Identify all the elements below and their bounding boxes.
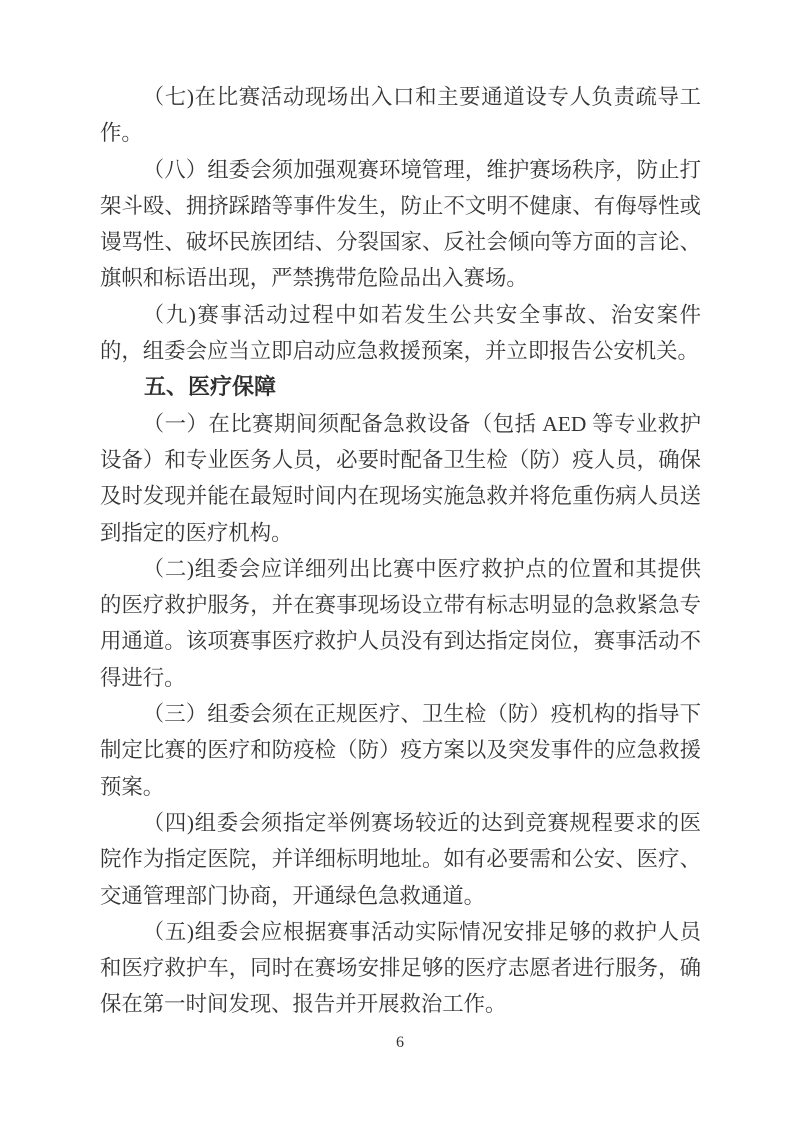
clause-2: （二)组委会应详细列出比赛中医疗救护点的位置和其提供的医疗救护服务，并在赛事现场设立带有标志明显的急救紧急专用通道。该项赛事医疗救护人员没有到达指定岗位，赛事活动不得进行。 [100,556,701,690]
clause-1: （一）在比赛期间须配备急救设备（包括 AED 等专业救护设备）和专业医务人员，必要时配备卫生检（防）疫人员，确保及时发现并能在最短时间内在现场实施急救并将危重伤病人员送到指定的医疗机构。 [100,411,701,545]
section-heading-medical-support: 五、医疗保障 [144,374,277,400]
clause-5: （五)组委会应根据赛事活动实际情况安排足够的救护人员和医疗救护车，同时在赛场安排足够的医疗志愿者进行服务，确保在第一时间发现、报告并开展救治工作。 [100,919,701,1017]
clause-8: （八）组委会须加强观赛环境管理，维护赛场秩序，防止打架斗殴、拥挤踩踏等事件发生，防止不文明不健康、有侮辱性或谩骂性、破坏民族团结、分裂国家、反社会倾向等方面的言论、旗帜和标语出现，严禁携带危险品出入赛场。 [100,157,701,291]
clause-3: （三）组委会须在正规医疗、卫生检（防）疫机构的指导下制定比赛的医疗和防疫检（防）疫方案以及突发事件的应急救援预案。 [100,702,701,799]
clause-9: （九)赛事活动过程中如若发生公共安全事故、治安案件的，组委会应当立即启动应急救援预案，并立即报告公安机关。 [100,302,701,364]
clause-7: （七)在比赛活动现场出入口和主要通道设专人负责疏导工作。 [100,85,701,146]
clause-4: （四)组委会须指定举例赛场较近的达到竞赛规程要求的医院作为指定医院，并详细标明地址。如有必要需和公安、医疗、交通管理部门协商，开通绿色急救通道。 [100,810,701,908]
document-content [100,79,701,1023]
page-number: 6 [396,1034,404,1051]
